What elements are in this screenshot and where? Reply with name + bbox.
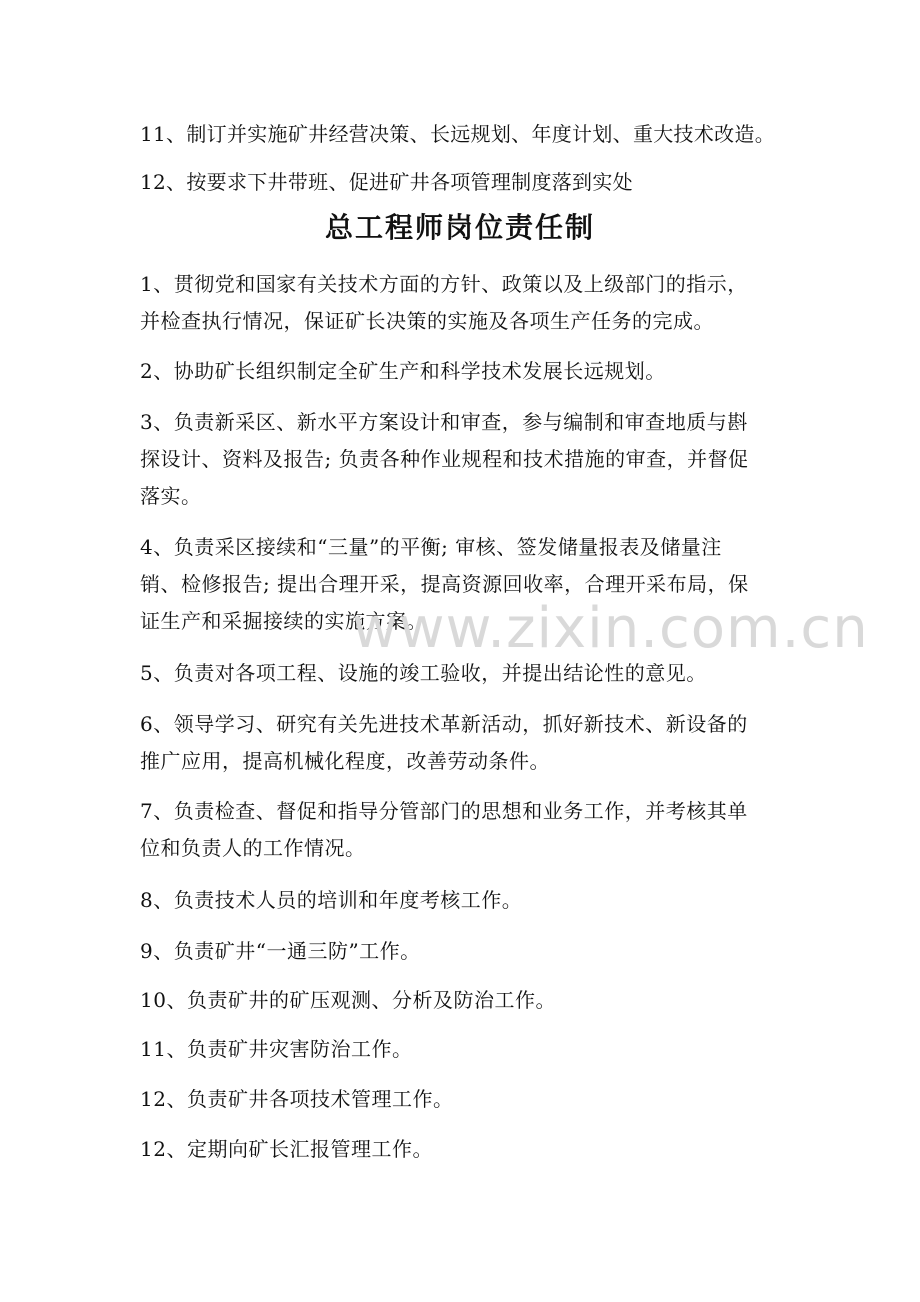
duty-item-10 — [140, 982, 790, 1019]
duty-item-line: 3、负责新采区、新水平方案设计和审查，参与编制和审查地质与斟 — [140, 410, 748, 434]
duty-item-line: 并检查执行情况，保证矿长决策的实施及各项生产任务的完成。 — [140, 309, 714, 333]
preceding-item-text: 11、制订并实施矿井经营决策、长远规划、年度计划、重大技术改造。 — [140, 122, 776, 146]
duty-item-line: 2、协助矿长组织制定全矿生产和科学技术发展长远规划。 — [140, 359, 666, 383]
duty-item-line: 9、负责矿井“一通三防”工作。 — [140, 939, 421, 963]
page-title: 总工程师岗位责任制 — [324, 211, 595, 244]
duty-item-11 — [140, 1031, 790, 1068]
duty-item-9 — [140, 933, 790, 970]
duty-item-13 — [140, 1131, 790, 1168]
duty-item-line: 1、贯彻党和国家有关技术方面的方针、政策以及上级部门的指示， — [140, 272, 748, 296]
preceding-item-11 — [140, 116, 790, 153]
duty-item-12 — [140, 1081, 790, 1118]
preceding-item-12 — [140, 164, 790, 201]
duty-item-8 — [140, 882, 790, 919]
duty-item-line: 推广应用，提高机械化程度，改善劳动条件。 — [140, 749, 550, 773]
duty-item-line: 位和负责人的工作情况。 — [140, 836, 366, 860]
duty-item-line: 10、负责矿井的矿压观测、分析及防治工作。 — [140, 988, 556, 1012]
duty-item-7 — [140, 793, 790, 867]
duty-item-line: 5、负责对各项工程、设施的竣工验收，并提出结论性的意见。 — [140, 661, 707, 685]
duty-item-6 — [140, 706, 790, 780]
duty-item-line: 落实。 — [140, 484, 202, 508]
duty-item-2 — [140, 353, 790, 390]
duty-item-line: 6、领导学习、研究有关先进技术革新活动，抓好新技术、新设备的 — [140, 712, 748, 736]
duty-item-4 — [140, 529, 790, 640]
duty-item-line: 8、负责技术人员的培训和年度考核工作。 — [140, 888, 523, 912]
watermark: www.zixin.com.cn — [352, 596, 869, 661]
duty-item-line: 11、负责矿井灾害防治工作。 — [140, 1037, 413, 1061]
preceding-item-text: 12、按要求下井带班、促进矿井各项管理制度落到实处 — [140, 170, 633, 194]
duty-item-line: 4、负责采区接续和“三量”的平衡; 审核、签发储量报表及储量注 — [140, 535, 722, 559]
duty-item-1 — [140, 266, 790, 340]
duty-item-line: 12、定期向矿长汇报管理工作。 — [140, 1137, 433, 1161]
duty-item-line: 探设计、资料及报告; 负责各种作业规程和技术措施的审查，并督促 — [140, 447, 749, 471]
duty-item-line: 证生产和采掘接续的实施方案。 — [140, 609, 427, 633]
duty-item-line: 7、负责检查、督促和指导分管部门的思想和业务工作，并考核其单 — [140, 799, 748, 823]
duty-item-line: 12、负责矿井各项技术管理工作。 — [140, 1087, 454, 1111]
duty-item-5 — [140, 655, 790, 692]
duty-item-3 — [140, 404, 790, 515]
duty-item-line: 销、检修报告; 提出合理开采，提高资源回收率，合理开采布局，保 — [140, 572, 749, 596]
